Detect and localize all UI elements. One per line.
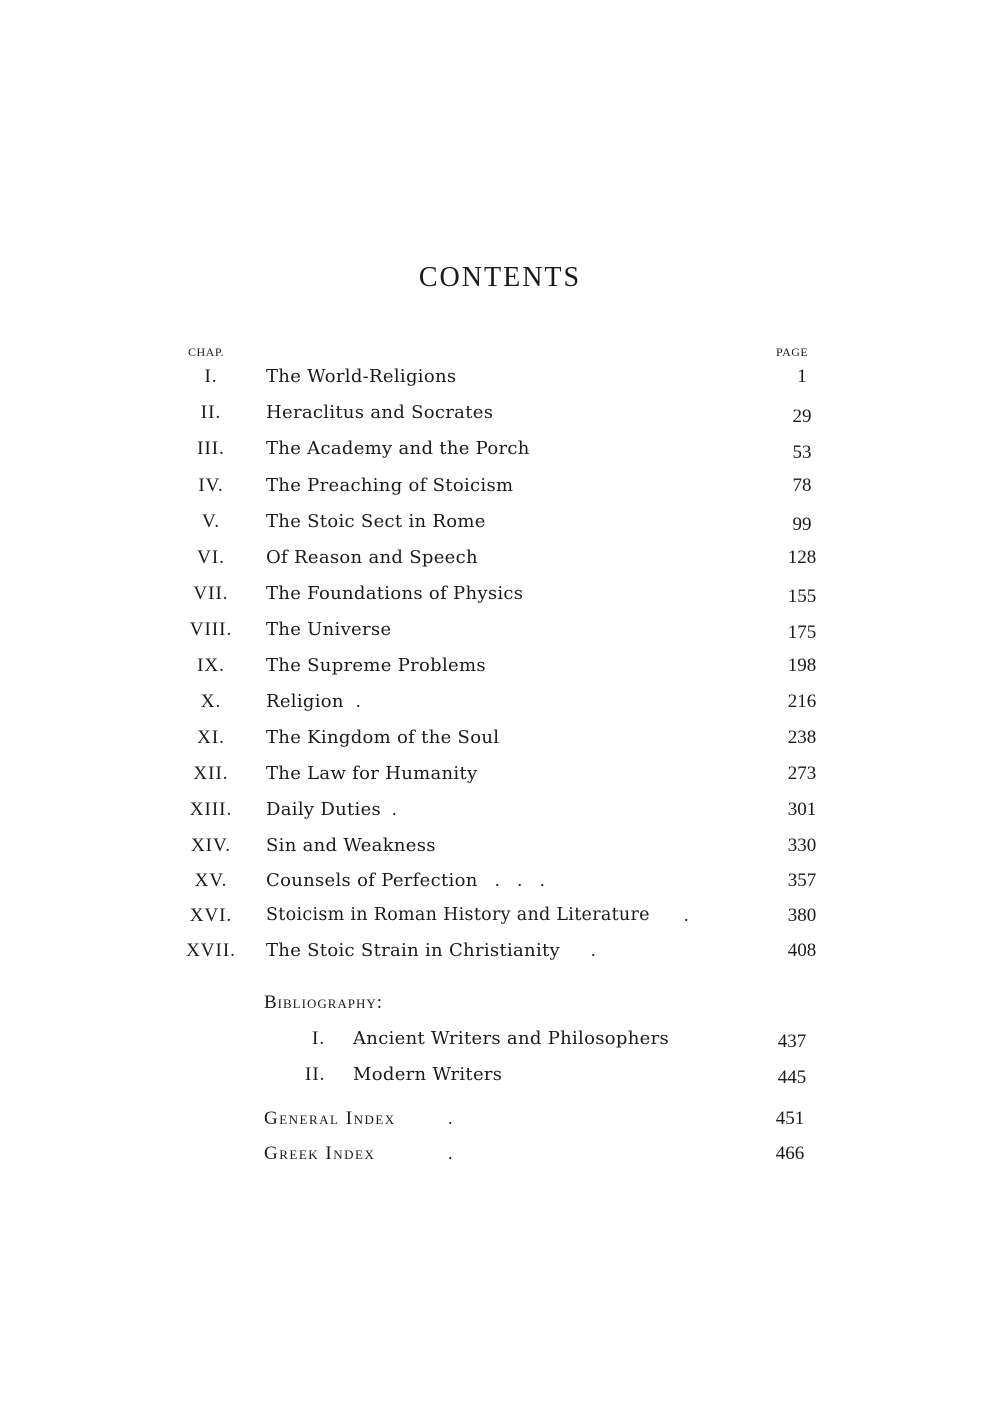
page-number: 216 bbox=[787, 691, 817, 712]
chapter-number: V. bbox=[201, 511, 221, 532]
chapter-number: I. bbox=[204, 366, 218, 387]
page-number: 53 bbox=[792, 442, 812, 463]
toc-row bbox=[0, 1064, 1000, 1094]
toc-row bbox=[0, 940, 1000, 970]
chapter-title: The Universe bbox=[266, 619, 392, 640]
chapter-number: VII. bbox=[193, 583, 229, 604]
toc-row bbox=[0, 870, 1000, 900]
chapter-title: The Kingdom of the Soul bbox=[266, 727, 500, 748]
leader-dots: . bbox=[448, 1108, 453, 1128]
toc-row bbox=[0, 583, 1000, 613]
index-title: General Index bbox=[264, 1108, 396, 1129]
chapter-number: IV. bbox=[198, 475, 224, 496]
chapter-number: VI. bbox=[197, 547, 225, 568]
chapter-title: The Preaching of Stoicism bbox=[266, 475, 514, 496]
chapter-title: Stoicism in Roman History and Literature bbox=[266, 905, 650, 925]
page-number: 273 bbox=[787, 763, 817, 784]
page-number: 451 bbox=[775, 1108, 805, 1129]
chapter-title: Sin and Weakness bbox=[266, 835, 436, 856]
toc-row bbox=[0, 1028, 1000, 1058]
index-title: Greek Index bbox=[264, 1143, 376, 1164]
toc-row bbox=[0, 691, 1000, 721]
leader-dots: . bbox=[591, 940, 596, 960]
page-number: 466 bbox=[775, 1143, 805, 1164]
page-number: 408 bbox=[787, 940, 817, 961]
page-number: 29 bbox=[792, 406, 812, 427]
toc-row bbox=[0, 835, 1000, 865]
chapter-title: The World-Religions bbox=[266, 366, 457, 387]
bibliography-heading: Bibliography: bbox=[264, 992, 384, 1013]
page-number: 357 bbox=[787, 870, 817, 891]
page-number: 380 bbox=[787, 905, 817, 926]
toc-row bbox=[0, 655, 1000, 685]
page-number: 99 bbox=[792, 514, 812, 535]
chapter-number: X. bbox=[200, 691, 222, 712]
chapter-number: IX. bbox=[197, 655, 225, 676]
chapter-number: XI. bbox=[197, 727, 225, 748]
leader-dots: . bbox=[684, 905, 689, 925]
chapter-number: XVI. bbox=[189, 905, 233, 926]
chap-column-header: CHAP. bbox=[188, 345, 225, 359]
page-number: 1 bbox=[797, 366, 807, 387]
chapter-title: Religion bbox=[266, 691, 344, 712]
chapter-title: Daily Duties bbox=[266, 799, 382, 820]
toc-row bbox=[0, 1108, 1000, 1138]
toc-row bbox=[0, 402, 1000, 432]
toc-row bbox=[0, 547, 1000, 577]
page-number: 301 bbox=[787, 799, 817, 820]
page-column-header: PAGE bbox=[776, 345, 809, 359]
chapter-title: The Supreme Problems bbox=[266, 655, 486, 676]
toc-row bbox=[0, 727, 1000, 757]
chapter-title: The Law for Humanity bbox=[266, 763, 478, 784]
toc-row bbox=[0, 763, 1000, 793]
chapter-number: XIII. bbox=[189, 799, 233, 820]
chapter-number: III. bbox=[197, 438, 225, 459]
chapter-number: XVII. bbox=[186, 940, 236, 961]
chapter-title: The Stoic Strain in Christianity bbox=[266, 940, 561, 961]
toc-row bbox=[0, 905, 1000, 935]
page-number: 198 bbox=[787, 655, 817, 676]
leader-dots: . bbox=[392, 799, 397, 819]
bibliography-item-number: I. bbox=[312, 1028, 326, 1049]
chapter-title: Of Reason and Speech bbox=[266, 547, 478, 568]
chapter-number: XII. bbox=[193, 763, 229, 784]
toc-row bbox=[0, 511, 1000, 541]
page-number: 330 bbox=[787, 835, 817, 856]
page-number: 175 bbox=[787, 622, 817, 643]
chapter-number: VIII. bbox=[189, 619, 233, 640]
leader-dots: . bbox=[356, 691, 361, 711]
page-number: 128 bbox=[787, 547, 817, 568]
toc-row bbox=[0, 366, 1000, 396]
page-number: 238 bbox=[787, 727, 817, 748]
bibliography-item-number: II. bbox=[305, 1064, 326, 1085]
page-number: 155 bbox=[787, 586, 817, 607]
toc-row bbox=[0, 799, 1000, 829]
toc-row bbox=[0, 619, 1000, 649]
toc-row bbox=[0, 438, 1000, 468]
chapter-title: The Foundations of Physics bbox=[266, 583, 524, 604]
leader-dots: . . . bbox=[495, 870, 545, 890]
chapter-number: XV. bbox=[194, 870, 228, 891]
chapter-title: Counsels of Perfection bbox=[266, 870, 478, 891]
bibliography-item-title: Modern Writers bbox=[353, 1064, 503, 1085]
bibliography-item-title: Ancient Writers and Philosophers bbox=[353, 1028, 670, 1049]
chapter-title: The Academy and the Porch bbox=[266, 438, 530, 459]
leader-dots: . bbox=[448, 1143, 453, 1163]
toc-row bbox=[0, 475, 1000, 505]
chapter-title: Heraclitus and Socrates bbox=[266, 402, 494, 423]
chapter-number: XIV. bbox=[190, 835, 232, 856]
toc-row bbox=[0, 1143, 1000, 1173]
page-number: 78 bbox=[792, 475, 812, 496]
page-title: CONTENTS bbox=[418, 262, 582, 293]
page-number: 437 bbox=[777, 1031, 807, 1052]
chapter-title: The Stoic Sect in Rome bbox=[266, 511, 486, 532]
page-number: 445 bbox=[777, 1067, 807, 1088]
chapter-number: II. bbox=[200, 402, 222, 423]
